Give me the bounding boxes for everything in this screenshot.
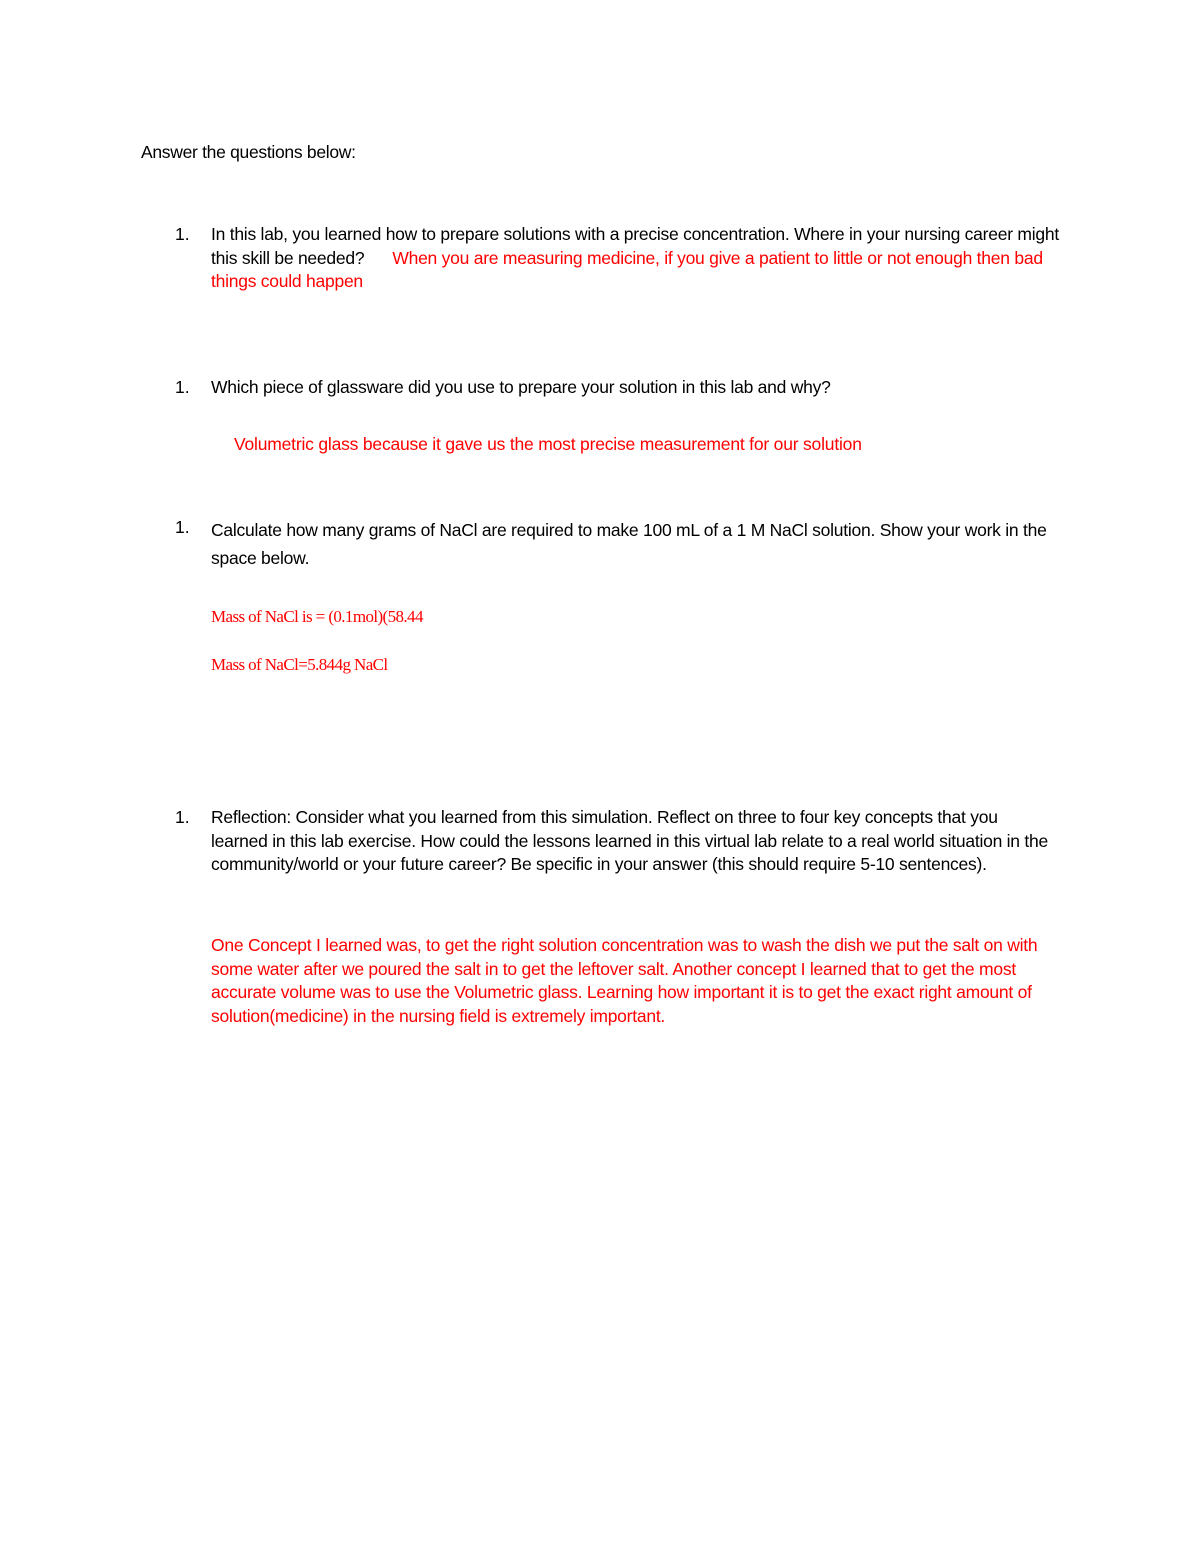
instructions-heading: Answer the questions below: <box>141 142 356 162</box>
question-4-prompt: Reflection: Consider what you learned from this simulation. Reflect on three to four key concepts that you learned in this lab exercise. How could the lessons learned in this virtual lab relate to a real world situation in the community/world or your future career? Be specific in your answer (this should require 5-10 sentences). <box>211 807 1048 874</box>
question-1-prompt: In this lab, you learned how to prepare solutions with a precise concentration. Where in your nursing career might this skill be needed? <box>211 224 1059 268</box>
question-4-number: 1. <box>175 807 190 827</box>
question-4-answer: One Concept I learned was, to get the right solution concentration was to wash the dish we put the salt on with some water after we poured the salt in to get the leftover salt. Another concept I learned that to get the most accurate volume was to use the Volumetric glass. Learning how important it is to get the exact right amount of solution(medicine) in the nursing field is extremely important. <box>211 935 1038 1026</box>
question-3-number: 1. <box>175 517 190 537</box>
question-3-answer-line-2: Mass of NaCl=5.844g NaCl <box>211 655 388 674</box>
question-1-answer: When you are measuring medicine, if you give a patient to little or not enough then bad things could happen <box>211 247 1043 291</box>
question-2-answer: Volumetric glass because it gave us the most precise measurement for our solution <box>234 434 862 454</box>
question-1-number: 1. <box>175 224 190 244</box>
question-2-number: 1. <box>175 377 190 397</box>
question-2-prompt: Which piece of glassware did you use to prepare your solution in this lab and why? <box>211 377 831 397</box>
question-3-prompt: Calculate how many grams of NaCl are required to make 100 mL of a 1 M NaCl solution. Show your work in the space below. <box>211 520 1047 568</box>
question-3-answer-line-1: Mass of NaCl is = (0.1mol)(58.44 <box>211 607 423 626</box>
question-1 <box>211 223 1061 294</box>
